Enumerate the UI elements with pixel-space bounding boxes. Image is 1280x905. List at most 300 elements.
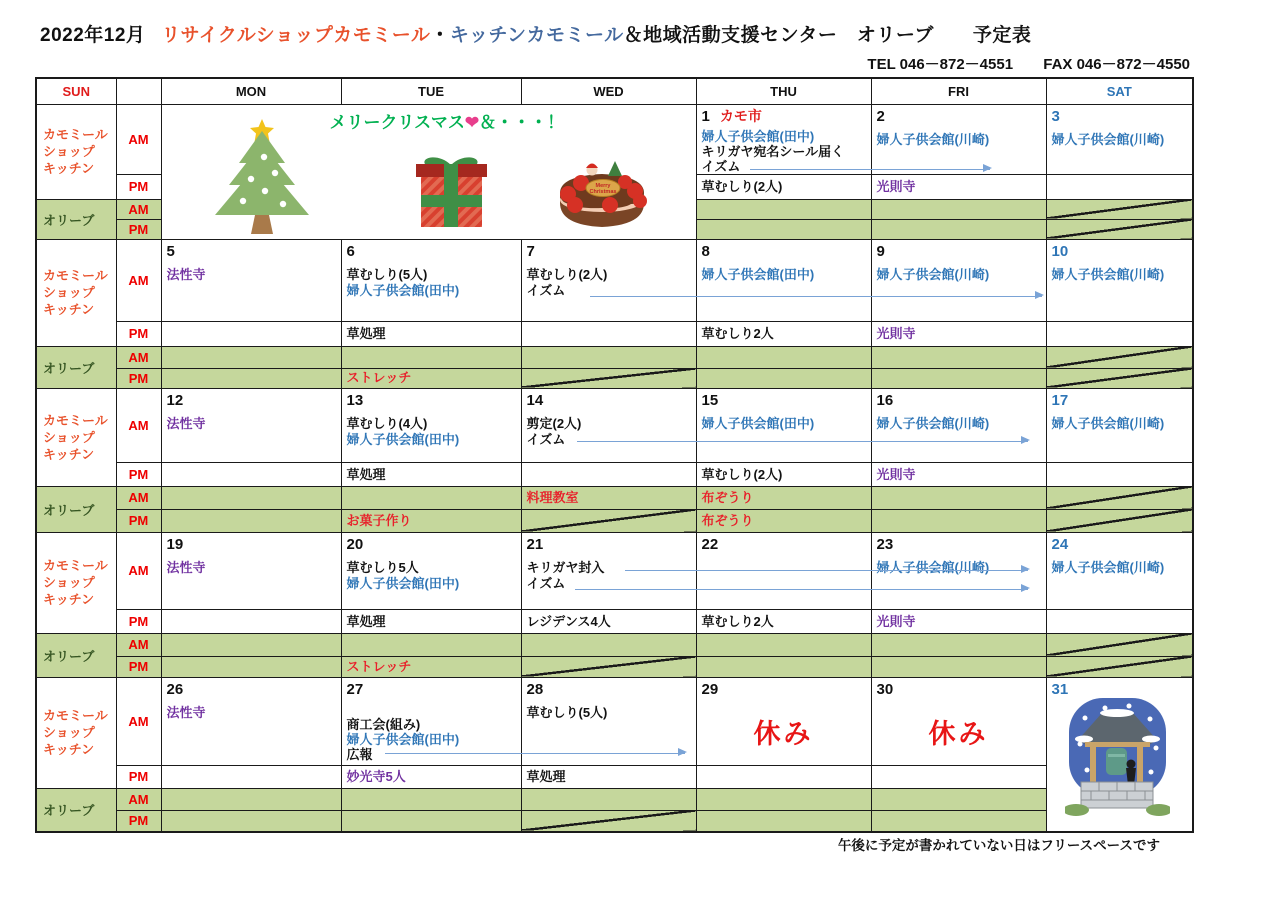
date-row	[342, 678, 521, 698]
date-row	[697, 533, 871, 553]
event-list	[872, 560, 1046, 577]
date-row	[522, 389, 696, 409]
week-2-olive-am-row	[36, 486, 1193, 509]
event-text: 婦人子供会館(川崎)	[876, 559, 990, 575]
am-cell-tue-13	[341, 388, 521, 462]
continuation-arrow	[577, 441, 1028, 442]
pm-cell-sat-10	[1046, 321, 1193, 346]
event-text: 婦人子供会館(川崎)	[876, 266, 990, 282]
week-3-olive-pm-row	[36, 656, 1193, 677]
olive-am-cell-wed	[521, 633, 696, 656]
am-cell-thu-29	[696, 677, 871, 765]
am-cell-sat-10	[1046, 239, 1193, 321]
fax-number: FAX 046－872－4550	[1043, 56, 1190, 73]
event-text: 光則寺	[876, 326, 916, 341]
row-label-olive: オリーブ	[36, 346, 116, 388]
row-label-olive: オリーブ	[36, 788, 116, 832]
row-label-line: キッチン	[43, 446, 95, 462]
tel-number: TEL 046－872－4551	[867, 56, 1014, 73]
pm-cell-thu-1	[696, 174, 871, 199]
slot-pm-label: PM	[116, 462, 161, 486]
olive-am-cell-mon	[161, 486, 341, 509]
title-rest: ＆地域活動支援センター オリーブ 予定表	[623, 25, 1032, 46]
pm-cell-tue-6	[341, 321, 521, 346]
event-text: 草むしり(5人)	[526, 704, 608, 720]
olive-pm-cell-tue	[341, 810, 521, 832]
event-text: キリガヤ宛名シール届く	[701, 143, 845, 159]
olive-pm-cell-sat-crossed	[1046, 509, 1193, 532]
contact-info	[867, 53, 1190, 74]
event-text: 草処理	[346, 326, 386, 341]
event-text: 法性寺	[166, 266, 206, 282]
row-label-line: カモミール	[43, 412, 108, 428]
row-label-kamomile	[36, 104, 116, 199]
christmas-message-text: ＆・・・！	[479, 112, 565, 132]
olive-pm-cell-mon	[161, 656, 341, 677]
row-label-olive: オリーブ	[36, 633, 116, 677]
date-row	[697, 105, 871, 125]
olive-am-cell-thu	[696, 346, 871, 368]
event-list	[342, 416, 521, 449]
christmas-message	[330, 108, 565, 133]
pm-cell-wed-28	[521, 765, 696, 788]
event-text: 婦人子供会館(田中)	[701, 415, 815, 431]
pm-cell-tue-27	[341, 765, 521, 788]
slot-am-label: AM	[116, 633, 161, 656]
event-text: 婦人子供会館(川崎)	[1051, 559, 1165, 575]
date-row	[162, 389, 341, 409]
olive-am-cell-tue	[341, 788, 521, 810]
event-text: 婦人子供会館(田中)	[346, 283, 460, 298]
pm-cell-mon-19	[161, 609, 341, 633]
olive-pm-cell-mon	[161, 368, 341, 388]
title-kitchen-name: キッチンカモミール	[449, 25, 624, 46]
slot-pm-label: PM	[116, 321, 161, 346]
olive-am-cell-sat-crossed	[1046, 199, 1193, 219]
date-number: 5	[166, 242, 175, 260]
date-row	[872, 105, 1046, 125]
week-3-pm-row	[36, 609, 1193, 633]
footer-note: 午後に予定が書かれていない日はフリースペースです	[837, 838, 1160, 853]
holiday-text: 休み	[753, 718, 814, 749]
event-list	[697, 416, 871, 433]
event-text: 法性寺	[166, 559, 206, 575]
pm-cell-thu-8	[696, 321, 871, 346]
date-row	[872, 678, 1046, 698]
event-text: お菓子作り	[346, 512, 412, 528]
slot-am-label: AM	[116, 199, 161, 219]
row-label-line: キッチン	[43, 742, 95, 757]
row-label-kamomile	[36, 388, 116, 486]
slot-pm-label: PM	[116, 509, 161, 532]
olive-pm-cell-fri	[871, 219, 1046, 239]
event-text: 婦人子供会館(田中)	[701, 128, 815, 144]
slot-am-label: AM	[116, 239, 161, 321]
olive-pm-cell-tue	[341, 368, 521, 388]
event-list	[872, 132, 1046, 149]
row-label-line: ショップ	[43, 285, 95, 300]
pm-cell-thu-15	[696, 462, 871, 486]
olive-pm-cell-wed-crossed	[521, 656, 696, 677]
date-row	[162, 533, 341, 553]
date-number: 20	[346, 535, 364, 553]
olive-pm-cell-fri	[871, 509, 1046, 532]
row-label-line: ショップ	[43, 575, 95, 590]
event-text: 婦人子供会館(田中)	[346, 731, 460, 747]
date-row	[1047, 240, 1193, 260]
date-row	[1047, 389, 1193, 409]
olive-pm-cell-sat-crossed	[1046, 368, 1193, 388]
continuation-arrow	[625, 570, 1028, 571]
olive-pm-cell-tue	[341, 656, 521, 677]
date-row	[872, 533, 1046, 553]
am-cell-sat-24	[1046, 532, 1193, 609]
event-text: 光則寺	[876, 179, 916, 194]
olive-am-cell-tue	[341, 346, 521, 368]
olive-am-cell-sat-crossed	[1046, 633, 1193, 656]
svg-text:Christmas: Christmas	[589, 188, 616, 195]
event-list	[342, 267, 521, 300]
date-number: 6	[346, 242, 355, 260]
week-4-am-row	[36, 677, 1193, 765]
event-text: 草処理	[346, 466, 386, 482]
olive-am-cell-sat-crossed	[1046, 486, 1193, 509]
date-row	[342, 389, 521, 409]
event-text	[342, 702, 521, 717]
am-cell-tue-20	[341, 532, 521, 609]
date-number: 14	[526, 391, 544, 409]
olive-am-cell-thu	[696, 633, 871, 656]
event-list	[342, 560, 521, 593]
pm-cell-fri-30	[871, 765, 1046, 788]
pm-cell-wed-21	[521, 609, 696, 633]
event-text: 布ぞうり	[701, 489, 754, 505]
row-label-line: カモミール	[43, 708, 108, 723]
date-row	[697, 678, 871, 698]
olive-pm-cell-thu	[696, 509, 871, 532]
heart-icon: ❤	[464, 112, 480, 132]
am-cell-mon-26	[161, 677, 341, 765]
header-sun: SUN	[36, 78, 116, 104]
pm-cell-tue-20	[341, 609, 521, 633]
olive-am-cell-fri	[871, 199, 1046, 219]
event-list	[872, 267, 1046, 284]
continuation-arrow	[750, 169, 990, 170]
event-list	[522, 705, 696, 722]
event-text: キリガヤ封入	[526, 559, 605, 575]
row-label-line: カモミール	[43, 127, 108, 142]
event-text: 草むしり(2人)	[526, 266, 608, 282]
continuation-arrow	[385, 753, 685, 754]
event-text: レジデンス4人	[526, 613, 611, 629]
row-label-line: キッチン	[43, 161, 95, 176]
event-text: イズム	[526, 432, 566, 447]
date-row	[872, 389, 1046, 409]
date-number: 21	[526, 535, 544, 553]
olive-pm-cell-wed-crossed	[521, 509, 696, 532]
row-label-olive: オリーブ	[36, 486, 116, 532]
christmas-banner-cell	[161, 104, 696, 239]
pm-cell-mon-26	[161, 765, 341, 788]
olive-pm-cell-sat-crossed	[1046, 656, 1193, 677]
header-wed: WED	[521, 78, 696, 104]
title-separator: ・	[430, 25, 450, 46]
event-text: 光則寺	[876, 466, 916, 482]
event-text: 草処理	[526, 769, 566, 784]
slot-pm-label: PM	[116, 219, 161, 239]
date-number: 2	[876, 107, 885, 125]
event-text: 広報	[346, 746, 373, 762]
event-text: 布ぞうり	[701, 512, 754, 528]
slot-am-label: AM	[116, 346, 161, 368]
date-row	[1047, 533, 1193, 553]
slot-pm-label: PM	[116, 765, 161, 788]
olive-pm-cell-thu	[696, 656, 871, 677]
am-cell-sat-3	[1046, 104, 1193, 174]
olive-am-cell-fri	[871, 633, 1046, 656]
olive-pm-cell-mon	[161, 509, 341, 532]
week-2-olive-pm-row	[36, 509, 1193, 532]
olive-am-cell-thu	[696, 199, 871, 219]
date-number: 24	[1051, 535, 1069, 553]
event-text: 婦人子供会館(川崎)	[876, 415, 990, 431]
olive-pm-cell-thu	[696, 219, 871, 239]
date-row	[342, 533, 521, 553]
slot-am-label: AM	[116, 486, 161, 509]
slot-am-label: AM	[116, 532, 161, 609]
event-text: 商工会(組み)	[346, 716, 421, 732]
event-text: 草むしり2人	[701, 613, 774, 629]
date-number: 16	[876, 391, 894, 409]
date-number: 13	[346, 391, 364, 409]
event-text: 法性寺	[166, 415, 206, 431]
date-row	[697, 389, 871, 409]
week-2-am-row	[36, 388, 1193, 462]
pm-cell-sat-3	[1046, 174, 1193, 199]
date-row	[522, 678, 696, 698]
olive-am-cell-fri	[871, 486, 1046, 509]
olive-am-cell-fri	[871, 346, 1046, 368]
header-sat: SAT	[1046, 78, 1193, 104]
date-row	[872, 240, 1046, 260]
header-thu: THU	[696, 78, 871, 104]
am-cell-tue-27	[341, 677, 521, 765]
event-text: 草むしり5人	[346, 559, 419, 575]
event-text: 光則寺	[876, 613, 916, 629]
row-label-line: ショップ	[43, 429, 95, 445]
date-row	[342, 240, 521, 260]
slot-am-label: AM	[116, 388, 161, 462]
date-row	[697, 240, 871, 260]
week-1-pm-row	[36, 321, 1193, 346]
date-row	[1047, 105, 1193, 125]
event-list	[162, 705, 341, 722]
pm-cell-wed-14	[521, 462, 696, 486]
header-mon: MON	[161, 78, 341, 104]
week-1-olive-am-row	[36, 346, 1193, 368]
week-1-am-row	[36, 239, 1193, 321]
date-number: 9	[876, 242, 885, 260]
olive-am-cell-tue	[341, 633, 521, 656]
date-number: 3	[1051, 107, 1060, 125]
am-cell-wed-14	[521, 388, 696, 462]
event-text: 草むしり2人	[701, 326, 774, 341]
event-text: 草むしり(2人)	[701, 179, 783, 194]
olive-pm-cell-wed-crossed	[521, 368, 696, 388]
title-shop-name: リサイクルショップカモミール	[161, 25, 431, 46]
slot-am-label: AM	[116, 788, 161, 810]
row-label-line: ショップ	[43, 725, 95, 740]
event-text: 婦人子供会館(田中)	[346, 432, 460, 447]
pm-cell-sat-24	[1046, 609, 1193, 633]
row-label-olive: オリーブ	[36, 199, 116, 239]
event-list	[1047, 267, 1193, 284]
christmas-cake-icon	[547, 153, 657, 236]
event-text: 草むしり(4人)	[346, 415, 428, 431]
olive-pm-cell-wed-crossed	[521, 810, 696, 832]
event-text: ストレッチ	[346, 658, 412, 674]
olive-am-cell-mon	[161, 788, 341, 810]
event-list	[1047, 560, 1193, 577]
event-list	[697, 129, 871, 174]
event-text: イズム	[526, 576, 566, 591]
slot-pm-label: PM	[116, 609, 161, 633]
olive-pm-cell-fri	[871, 368, 1046, 388]
olive-am-cell-sat-crossed	[1046, 346, 1193, 368]
row-label-line: カモミール	[43, 558, 108, 573]
olive-am-cell-thu	[696, 788, 871, 810]
event-text: 草むしり(2人)	[701, 466, 783, 482]
slot-pm-label: PM	[116, 174, 161, 199]
temple-bell-icon	[1065, 694, 1170, 821]
olive-am-cell-fri	[871, 788, 1046, 810]
date-number: 19	[166, 535, 184, 553]
event-text: 剪定(2人)	[526, 415, 582, 431]
christmas-message-text: メリークリスマス	[329, 112, 465, 132]
event-text: 婦人子供会館(田中)	[346, 576, 460, 591]
week-4-pm-row	[36, 765, 1193, 788]
slot-pm-label: PM	[116, 810, 161, 832]
holiday-text: 休み	[928, 718, 989, 749]
christmas-tree-icon	[207, 117, 317, 238]
olive-pm-cell-fri	[871, 656, 1046, 677]
header-blank	[116, 78, 161, 104]
date-number: 22	[701, 535, 719, 553]
header-tue: TUE	[341, 78, 521, 104]
pm-cell-mon-5	[161, 321, 341, 346]
am-cell-mon-12	[161, 388, 341, 462]
pm-cell-thu-22	[696, 609, 871, 633]
am-cell-fri-30	[871, 677, 1046, 765]
olive-pm-cell-mon	[161, 810, 341, 832]
slot-pm-label: PM	[116, 656, 161, 677]
event-text: 婦人子供会館(川崎)	[1051, 415, 1165, 431]
pm-cell-wed-7	[521, 321, 696, 346]
new-year-bell-cell	[1046, 677, 1193, 832]
am-cell-thu-15	[696, 388, 871, 462]
calendar-table	[35, 77, 1194, 833]
date-number: 12	[166, 391, 184, 409]
olive-pm-cell-thu	[696, 368, 871, 388]
slot-pm-label: PM	[116, 368, 161, 388]
event-list	[162, 267, 341, 284]
am-cell-thu-8	[696, 239, 871, 321]
pm-cell-fri-9	[871, 321, 1046, 346]
am-cell-wed-7	[521, 239, 696, 321]
date-number: 29	[701, 680, 719, 698]
row-label-line: キッチン	[43, 592, 95, 607]
continuation-arrow	[590, 296, 1042, 297]
olive-pm-cell-sat-crossed	[1046, 219, 1193, 239]
date-row	[522, 533, 696, 553]
event-text: ストレッチ	[346, 370, 412, 385]
pm-cell-tue-13	[341, 462, 521, 486]
weekday-header-row	[36, 78, 1193, 104]
olive-am-cell-wed	[521, 346, 696, 368]
event-text: 婦人子供会館(川崎)	[1051, 266, 1165, 282]
date-number: 31	[1051, 680, 1069, 698]
am-cell-wed-28	[521, 677, 696, 765]
date-number: 7	[526, 242, 535, 260]
event-list	[162, 416, 341, 433]
event-text: 婦人子供会館(川崎)	[876, 131, 990, 147]
date-number: 8	[701, 242, 710, 260]
header-fri: FRI	[871, 78, 1046, 104]
event-text: 妙光寺5人	[346, 769, 406, 784]
week-3-olive-am-row	[36, 633, 1193, 656]
continuation-arrow	[575, 589, 1028, 590]
week-1-olive-pm-row	[36, 368, 1193, 388]
event-list	[522, 560, 696, 593]
olive-am-cell-thu	[696, 486, 871, 509]
event-text: 草むしり(5人)	[346, 266, 428, 282]
olive-pm-cell-thu	[696, 810, 871, 832]
pm-cell-fri-16	[871, 462, 1046, 486]
date-number: 15	[701, 391, 719, 409]
am-cell-mon-19	[161, 532, 341, 609]
event-text: 法性寺	[166, 704, 206, 720]
event-list	[697, 267, 871, 284]
pm-cell-fri-2	[871, 174, 1046, 199]
olive-am-cell-wed	[521, 486, 696, 509]
page-title	[40, 20, 1031, 47]
am-cell-fri-9	[871, 239, 1046, 321]
am-cell-sat-17	[1046, 388, 1193, 462]
event-list	[522, 416, 696, 449]
olive-am-cell-tue	[341, 486, 521, 509]
event-text: イズム	[701, 158, 741, 174]
olive-am-cell-wed	[521, 788, 696, 810]
date-number: 17	[1051, 391, 1069, 409]
am-cell-tue-6	[341, 239, 521, 321]
date-label: カモ市	[719, 107, 762, 124]
date-row	[162, 240, 341, 260]
row-label-kamomile	[36, 677, 116, 788]
week-4-olive-am-row	[36, 788, 1193, 810]
gift-box-icon	[409, 151, 494, 232]
svg-text:Merry: Merry	[595, 182, 610, 189]
slot-am-label: AM	[116, 104, 161, 174]
date-number: 28	[526, 680, 544, 698]
date-number: 1	[701, 107, 710, 125]
date-number: 10	[1051, 242, 1069, 260]
date-number: 27	[346, 680, 364, 698]
olive-pm-cell-fri	[871, 810, 1046, 832]
olive-am-cell-mon	[161, 633, 341, 656]
slot-am-label: AM	[116, 677, 161, 765]
row-label-kamomile	[36, 239, 116, 346]
title-month: 2022年12月	[40, 25, 146, 46]
